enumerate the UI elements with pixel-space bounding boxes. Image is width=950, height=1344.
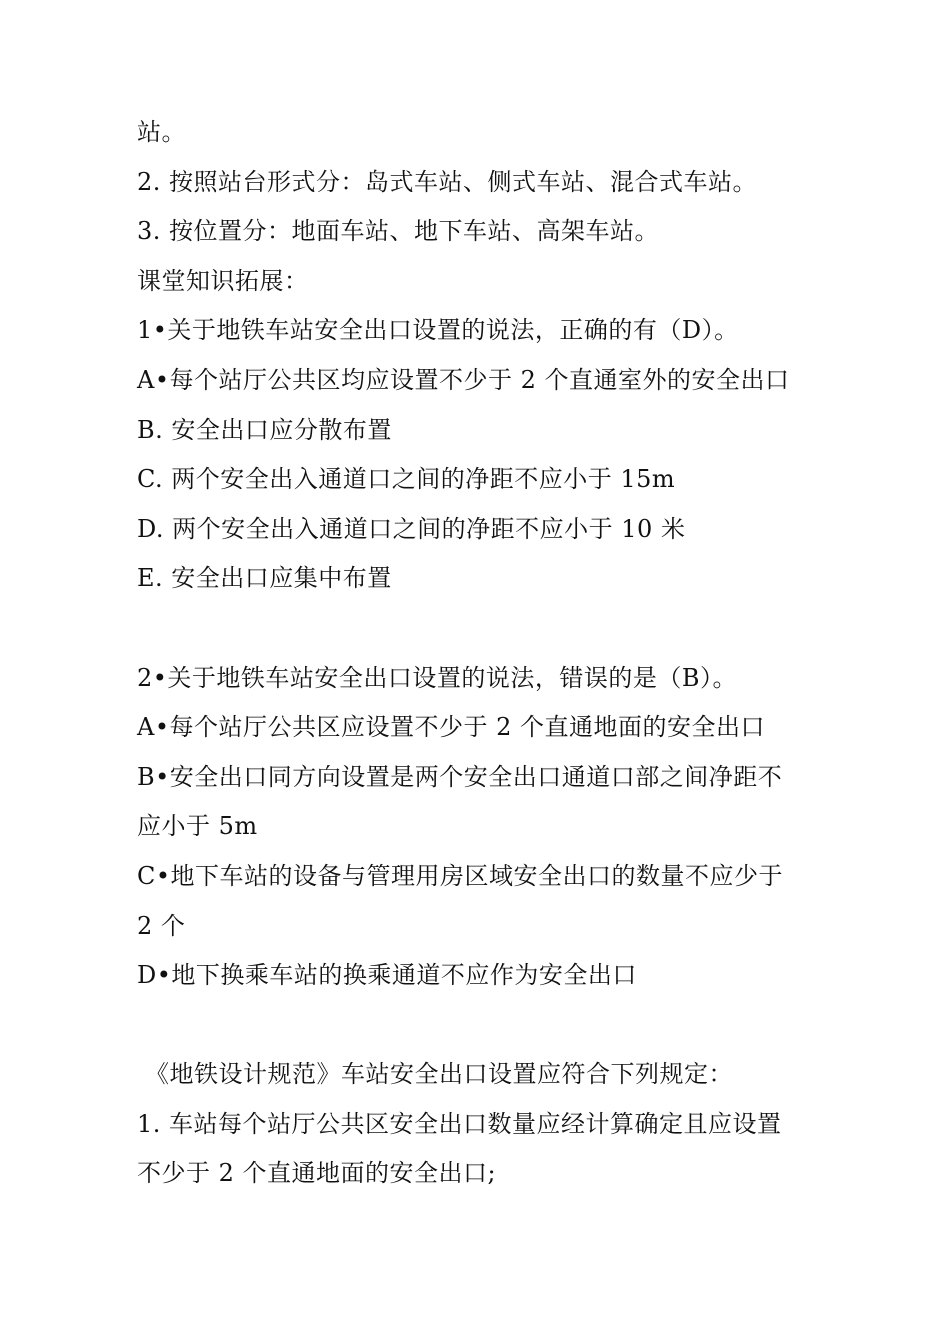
question-1-option-e: E. 安全出口应集中布置: [137, 564, 392, 593]
question-2-option-b: B•安全出口同方向设置是两个安全出口通道口部之间净距不: [137, 762, 783, 791]
question-1: 1•关于地铁车站安全出口设置的说法，正确的有（D）。: [137, 316, 739, 345]
text-line: 3. 按位置分：地面车站、地下车站、高架车站。: [137, 217, 660, 246]
paragraph-gap: [137, 1001, 817, 1051]
question-1-option-c: C. 两个安全出入通道口之间的净距不应小于 15m: [137, 465, 676, 494]
question-2: 2•关于地铁车站安全出口设置的说法，错误的是（B）。: [137, 663, 738, 692]
regulation-item-1-cont: 不少于 2 个直通地面的安全出口;: [137, 1159, 497, 1188]
regulation-heading: 《地铁设计规范》车站安全出口设置应符合下列规定：: [145, 1060, 733, 1089]
paragraph-gap: [137, 604, 817, 654]
text-line: 2. 按照站台形式分：岛式车站、侧式车站、混合式车站。: [137, 167, 758, 196]
question-1-option-b: B. 安全出口应分散布置: [137, 415, 392, 444]
question-2-option-b-cont: 应小于 5m: [137, 812, 258, 841]
regulation-item-1: 1. 车站每个站厅公共区安全出口数量应经计算确定且应设置: [137, 1109, 782, 1138]
text-line: 站。: [137, 118, 186, 146]
question-1-option-d: D. 两个安全出入通道口之间的净距不应小于 10 米: [137, 514, 686, 543]
document-page: [137, 108, 817, 1199]
question-2-option-a: A•每个站厅公共区应设置不少于 2 个直通地面的安全出口: [137, 713, 766, 742]
question-1-option-a: A•每个站厅公共区均应设置不少于 2 个直通室外的安全出口: [137, 365, 790, 394]
question-2-option-c-cont: 2 个: [137, 911, 186, 940]
question-2-option-d: D•地下换乘车站的换乘通道不应作为安全出口: [137, 961, 637, 990]
section-heading: 课堂知识拓展：: [137, 266, 309, 295]
question-2-option-c: C•地下车站的设备与管理用房区域安全出口的数量不应少于: [137, 861, 784, 890]
